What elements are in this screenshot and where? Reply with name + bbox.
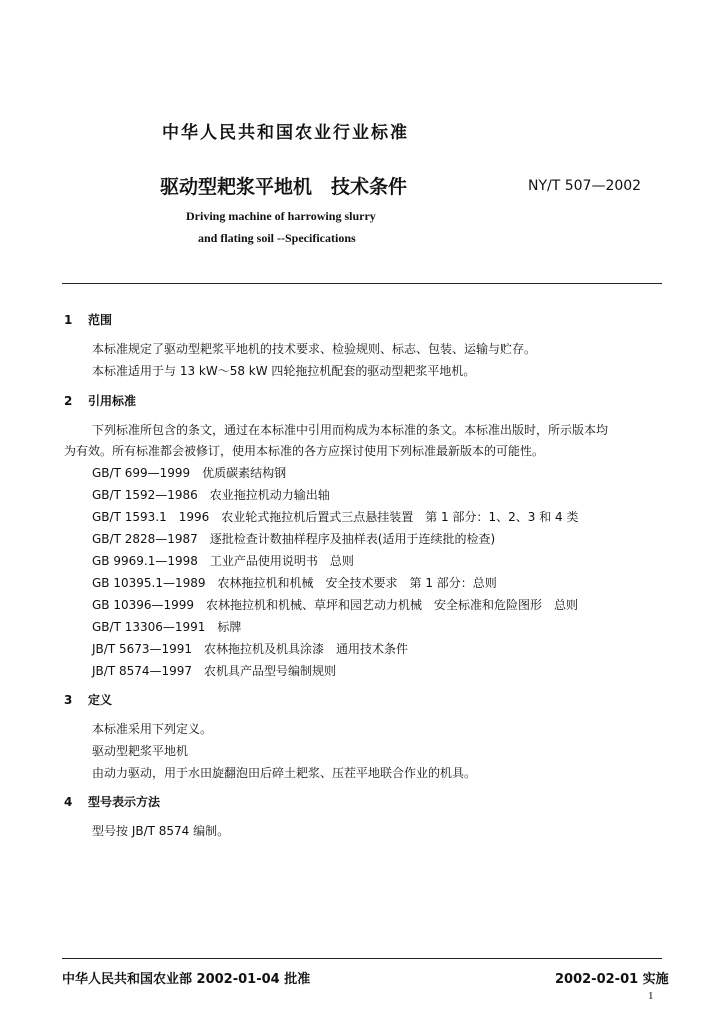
section-1-heading <box>64 311 112 328</box>
effective-date: 2002-02-01 实施 <box>555 972 669 987</box>
document-title: 驱动型耙浆平地机 技术条件 <box>160 176 408 198</box>
section-2-number: 2 <box>64 394 73 408</box>
section-4-title: 型号表示方法 <box>88 795 161 809</box>
section-3-heading <box>64 691 112 708</box>
section-3-term: 驱动型耙浆平地机 <box>92 744 189 758</box>
reference-item: GB/T 699—1999 优质碳素结构钢 <box>92 466 287 480</box>
section-1-number: 1 <box>64 313 73 327</box>
section-3-title: 定义 <box>88 693 113 707</box>
page-number: 1 <box>648 990 654 1002</box>
reference-item: JB/T 8574—1997 农机具产品型号编制规则 <box>92 664 337 678</box>
reference-item: GB 9969.1—1998 工业产品使用说明书 总则 <box>92 554 354 568</box>
standard-org-heading: 中华人民共和国农业行业标准 <box>162 123 409 143</box>
section-1-paragraph-2: 本标准适用于与 13 kW～58 kW 四轮拖拉机配套的驱动型耙浆平地机。 <box>92 364 476 378</box>
section-3-number: 3 <box>64 693 73 707</box>
standard-code: NY/T 507—2002 <box>528 178 642 194</box>
section-4-heading <box>64 793 160 810</box>
section-2-paragraph-1b: 为有效。所有标准都会被修订，使用本标准的各方应探讨使用下列标准最新版本的可能性。 <box>64 444 545 458</box>
section-2-title: 引用标准 <box>88 394 137 408</box>
reference-item: GB 10396—1999 农林拖拉机和机械、草坪和园艺动力机械 安全标准和危险图形 总则 <box>92 598 579 612</box>
section-3-definition: 由动力驱动，用于水田旋翻泡田后碎土耙浆、压茬平地联合作业的机具。 <box>92 766 477 780</box>
reference-item: GB/T 1593.1 1996 农业轮式拖拉机后置式三点悬挂装置 第 1 部分：1、2、3 和 4 类 <box>92 510 579 524</box>
reference-item: JB/T 5673—1991 农林拖拉机及机具涂漆 通用技术条件 <box>92 642 409 656</box>
header-divider <box>62 283 662 284</box>
english-title-line2: and flating soil --Specifications <box>198 231 356 245</box>
reference-item: GB 10395.1—1989 农林拖拉机和机械 安全技术要求 第 1 部分：总则 <box>92 576 497 590</box>
english-title-line1: Driving machine of harrowing slurry <box>186 209 376 223</box>
issuer-approval: 中华人民共和国农业部 2002-01-04 批准 <box>62 972 311 987</box>
reference-item: GB/T 1592—1986 农业拖拉机动力输出轴 <box>92 488 330 502</box>
section-2-heading <box>64 392 136 409</box>
section-1-title: 范围 <box>88 313 113 327</box>
section-2-paragraph-1a: 下列标准所包含的条文，通过在本标准中引用而构成为本标准的条文。本标准出版时，所示版本均 <box>92 423 609 437</box>
section-1-paragraph-1: 本标准规定了驱动型耙浆平地机的技术要求、检验规则、标志、包装、运输与贮存。 <box>92 342 537 356</box>
reference-item: GB/T 13306—1991 标牌 <box>92 620 242 634</box>
section-4-paragraph-1: 型号按 JB/T 8574 编制。 <box>92 824 230 838</box>
section-4-number: 4 <box>64 795 73 809</box>
footer-divider <box>62 958 662 959</box>
reference-item: GB/T 2828—1987 逐批检查计数抽样程序及抽样表(适用于连续批的检查) <box>92 532 496 546</box>
section-3-paragraph-1: 本标准采用下列定义。 <box>92 722 213 736</box>
